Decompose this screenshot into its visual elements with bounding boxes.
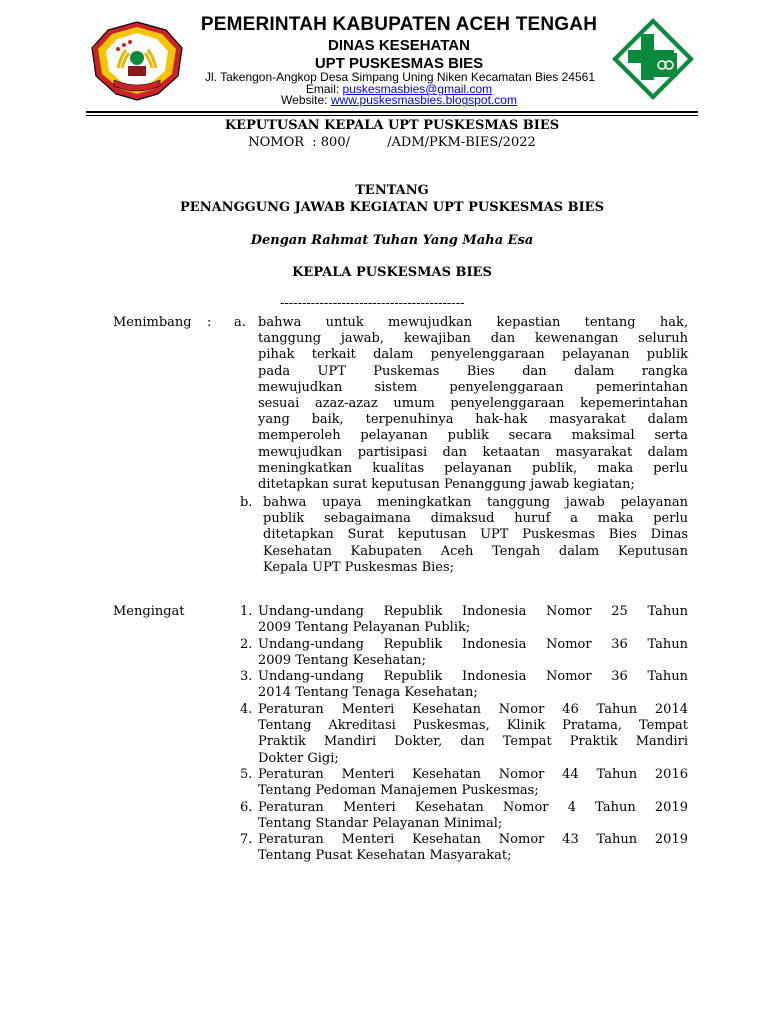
text-line: bahwa upaya meningkatkan tanggung jawab pelayanan — [263, 495, 688, 510]
mengingat-4-marker: 4. — [240, 702, 253, 717]
text-line: Peraturan Menteri Kesehatan Nomor 43 Tahun 2019 — [258, 832, 688, 847]
menimbang-colon: : — [207, 315, 212, 330]
text-line: Peraturan Menteri Kesehatan Nomor 46 Tahun 2014 — [258, 702, 688, 717]
text-line: memperoleh pelayanan publik secara maksimal serta — [258, 428, 688, 444]
department-name: DINAS KESEHATAN — [328, 37, 470, 54]
mengingat-1-text — [258, 604, 688, 636]
text-line: yang baik, terpenuhinya hak-hak masyarakat dalam — [258, 412, 688, 428]
address: Jl. Takengon-Angkop Desa Simpang Uning Niken Kecamatan Bies 24561 — [204, 70, 596, 84]
text-line: 2009 Tentang Kesehatan; — [258, 653, 427, 669]
mengingat-3-marker: 3. — [240, 669, 253, 684]
email-label: Email: — [305, 82, 343, 96]
mengingat-2-text — [258, 637, 688, 669]
mengingat-6-marker: 6. — [240, 800, 253, 815]
website-link[interactable]: www.puskesmasbies.blogspot.com — [330, 93, 517, 107]
about-heading: TENTANG — [355, 183, 429, 198]
text-line: sesuai azaz-azaz umum penyelenggaraan kepemerintahan — [258, 396, 688, 412]
government-name: PEMERINTAH KABUPATEN ACEH TENGAH — [200, 14, 598, 35]
text-line: mewujudkan partisipasi dan ketaatan masyarakat dalam — [258, 444, 688, 460]
menimbang-label: Menimbang — [113, 315, 192, 330]
mengingat-7-marker: 7. — [240, 832, 253, 847]
text-line: Tentang Pedoman Manajemen Puskesmas; — [258, 783, 539, 799]
puskesmas-logo — [611, 17, 695, 101]
institution-name: UPT PUSKESMAS BIES — [314, 55, 484, 72]
blessing-line: Dengan Rahmat Tuhan Yang Maha Esa — [250, 233, 534, 248]
text-line: 2014 Tentang Tenaga Kesehatan; — [258, 685, 478, 701]
mengingat-5-text — [258, 767, 688, 799]
text-line: Tentang Pusat Kesehatan Masyarakat; — [258, 848, 512, 864]
text-line: Undang-undang Republik Indonesia Nomor 25 Tahun — [258, 604, 688, 619]
mengingat-1-marker: 1. — [240, 604, 253, 619]
text-line: Dokter Gigi; — [258, 750, 339, 766]
text-line: Peraturan Menteri Kesehatan Nomor 4 Tahun 2019 — [258, 800, 688, 815]
text-line: Praktik Mandiri Dokter, dan Tempat Praktik Mandiri — [258, 734, 688, 750]
text-line: Kepala UPT Puskesmas Bies; — [263, 559, 455, 575]
mengingat-2-marker: 2. — [240, 637, 253, 652]
head-title: KEPALA PUSKESMAS BIES — [292, 265, 492, 280]
text-line: Tentang Akreditasi Puskesmas, Klinik Pratama, Tempat — [258, 718, 688, 734]
mengingat-7-text — [258, 832, 688, 864]
text-line: pada UPT Puskemas Bies dan dalam rangka — [258, 363, 688, 379]
text-line: ditetapkan surat keputusan Penanggung jawab kegiatan; — [258, 477, 635, 493]
mengingat-label: Mengingat — [113, 604, 185, 619]
menimbang-a-text — [258, 315, 688, 493]
text-line: pihak terkait dalam penyelenggaraan pelayanan publik — [258, 347, 688, 363]
menimbang-b-marker: b. — [240, 495, 253, 510]
mengingat-4-text — [258, 702, 688, 767]
mengingat-5-marker: 5. — [240, 767, 253, 782]
text-line: ditetapkan Surat keputusan UPT Puskesmas Bies Dinas — [263, 527, 688, 543]
text-line: Undang-undang Republik Indonesia Nomor 36 Tahun — [258, 669, 688, 684]
text-line: tanggung jawab, kewajiban dan kewenangan seluruh — [258, 331, 688, 347]
decree-subject: PENANGGUNG JAWAB KEGIATAN UPT PUSKESMAS BIES — [180, 200, 604, 215]
text-line: Undang-undang Republik Indonesia Nomor 36 Tahun — [258, 637, 688, 652]
aceh-tengah-regency-emblem — [88, 20, 186, 102]
separator-line: ------------------------------------------ — [280, 296, 465, 311]
letterhead-rule-thick — [86, 111, 698, 113]
menimbang-a-marker: a. — [234, 315, 246, 330]
letterhead-rule-thin — [86, 115, 698, 116]
text-line: Kesehatan Kabupaten Aceh Tengah dalam Keputusan — [263, 543, 688, 559]
mengingat-3-text — [258, 669, 688, 701]
website-line — [180, 93, 618, 107]
text-line: Peraturan Menteri Kesehatan Nomor 44 Tahun 2016 — [258, 767, 688, 782]
email-link[interactable]: puskesmasbies@gmail.com — [342, 82, 493, 96]
text-line: mewujudkan sistem penyelenggaraan pemerintahan — [258, 379, 688, 395]
text-line: Tentang Standar Pelayanan Minimal; — [258, 816, 503, 832]
decree-title: KEPUTUSAN KEPALA UPT PUSKESMAS BIES — [224, 118, 560, 133]
text-line: 2009 Tentang Pelayanan Publik; — [258, 620, 471, 636]
menimbang-b-text — [263, 495, 688, 576]
text-line: bahwa untuk mewujudkan kepastian tentang hak, — [258, 315, 688, 330]
text-line: publik sebagaimana dimaksud huruf a maka perlu — [263, 511, 688, 527]
text-line: meningkatkan kualitas pelayanan publik, maka perlu — [258, 460, 688, 476]
website-label: Website: — [281, 93, 331, 107]
decree-number: NOMOR : 800/ /ADM/PKM-BIES/2022 — [248, 135, 536, 150]
mengingat-6-text — [258, 800, 688, 832]
